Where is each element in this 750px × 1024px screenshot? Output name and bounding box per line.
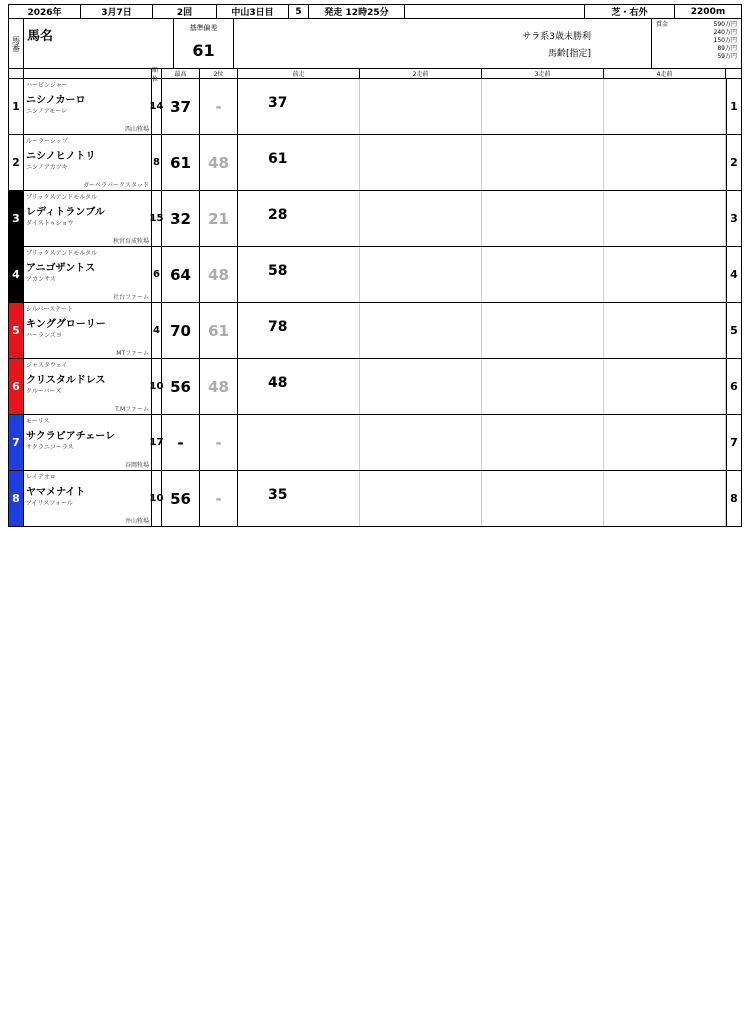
umaban-right: 7	[726, 415, 741, 470]
horse-name[interactable]: アニゴザントス	[26, 263, 96, 274]
top-index: 61	[162, 135, 200, 190]
race-class: サラ系3歳未勝利	[522, 31, 591, 42]
past-race-3[interactable]	[482, 471, 604, 526]
prize-label: 賞金	[656, 21, 669, 28]
past-race-1[interactable]	[238, 79, 360, 134]
waku-number: 4	[9, 247, 24, 302]
second-index: -	[200, 471, 238, 526]
sire-name: モーリス	[26, 418, 50, 425]
past-race-2[interactable]	[360, 79, 482, 134]
dam-name: ダイストゥショウ	[26, 220, 74, 227]
column-header	[8, 66, 742, 83]
past-race-2[interactable]	[360, 247, 482, 302]
umaban-right: 4	[726, 247, 741, 302]
second-index: 48	[200, 247, 238, 302]
table-row[interactable]	[8, 79, 742, 135]
owner-name: T.Mファーム	[115, 406, 149, 413]
sire-name: ジャスタウェイ	[26, 362, 68, 369]
table-row[interactable]	[8, 247, 742, 303]
owner-name: 秋宮育成牧場	[112, 238, 149, 245]
past-race-4[interactable]	[604, 415, 726, 470]
past-race-1[interactable]	[238, 247, 360, 302]
owner-name: 井山牧場	[124, 518, 149, 525]
past-race-4[interactable]	[604, 191, 726, 246]
past-race-4[interactable]	[604, 79, 726, 134]
horse-name[interactable]: ヤマメナイト	[26, 487, 86, 498]
horse-name[interactable]: ニシノヒノトリ	[26, 151, 96, 162]
col-4back: 4走前	[604, 69, 726, 78]
distance: 2200m	[690, 6, 726, 17]
umaban-label: 馬番	[9, 19, 24, 68]
second-index: 48	[200, 135, 238, 190]
last-index: 58	[268, 263, 288, 279]
umaban-right: 3	[726, 191, 741, 246]
horse-info	[24, 303, 152, 358]
sire-name: ルーラーシップ	[26, 138, 68, 145]
rank-value: 6	[152, 247, 162, 302]
legend-header	[8, 19, 742, 69]
dam-name: ニシノアモーレ	[26, 108, 68, 115]
base-label: 基準偏差	[189, 24, 218, 32]
past-race-4[interactable]	[604, 135, 726, 190]
col-last: 前走	[238, 69, 360, 78]
last-index: 37	[268, 95, 288, 111]
horse-name[interactable]: サクラピアチェーレ	[26, 431, 116, 442]
top-index: 64	[162, 247, 200, 302]
dam-name: アカンサス	[26, 276, 56, 283]
base-value: 61	[192, 41, 215, 60]
past-race-3[interactable]	[482, 303, 604, 358]
past-race-4[interactable]	[604, 471, 726, 526]
past-race-3[interactable]	[482, 359, 604, 414]
past-race-3[interactable]	[482, 247, 604, 302]
rank-value: 10	[152, 359, 162, 414]
horse-name[interactable]: クリスタルドレス	[26, 375, 106, 386]
past-race-2[interactable]	[360, 359, 482, 414]
prize-1: 590万円	[713, 21, 737, 28]
dam-name: クルーバーズ	[26, 388, 62, 395]
umaban-right: 6	[726, 359, 741, 414]
rank-value: 10	[152, 471, 162, 526]
horse-info	[24, 191, 152, 246]
umaban-right: 5	[726, 303, 741, 358]
rank-value: 8	[152, 135, 162, 190]
owner-name: ガーベラパークスタッド	[83, 182, 149, 189]
rank-value: 14	[152, 79, 162, 134]
past-race-1[interactable]	[238, 303, 360, 358]
prize-5: 59万円	[717, 53, 737, 60]
horse-info	[24, 79, 152, 134]
owner-name: 谷岡牧場	[124, 462, 149, 469]
past-race-1[interactable]	[238, 359, 360, 414]
top-index: 56	[162, 471, 200, 526]
last-index: 61	[268, 151, 288, 167]
horse-list	[8, 79, 742, 527]
past-race-2[interactable]	[360, 303, 482, 358]
past-race-3[interactable]	[482, 191, 604, 246]
past-race-4[interactable]	[604, 247, 726, 302]
owner-name: MTファーム	[116, 350, 149, 357]
horse-info	[24, 415, 152, 470]
col-2back: 2走前	[360, 69, 482, 78]
name-legend	[24, 19, 174, 68]
surface: 芝・右外	[585, 5, 675, 18]
round: 2回	[153, 5, 217, 18]
past-race-4[interactable]	[604, 303, 726, 358]
venue: 中山3日目	[217, 5, 289, 18]
past-race-3[interactable]	[482, 79, 604, 134]
col-3back: 3走前	[482, 69, 604, 78]
sire-name: ブリックスアンドモルタル	[26, 194, 97, 201]
table-row[interactable]	[8, 191, 742, 247]
umaban-right: 8	[726, 471, 741, 526]
race-condition	[234, 19, 651, 68]
waku-number: 7	[9, 415, 24, 470]
past-race-1[interactable]	[238, 471, 360, 526]
name-title: 馬名	[27, 29, 54, 44]
second-index: 61	[200, 303, 238, 358]
dam-name: ハーランズヨ	[26, 332, 62, 339]
last-index: 78	[268, 319, 288, 335]
second-index: -	[200, 79, 238, 134]
race-cond: 馬齢[指定]	[547, 48, 591, 59]
table-row[interactable]	[8, 471, 742, 527]
horse-name[interactable]: キンググローリー	[26, 319, 106, 330]
past-race-2[interactable]	[360, 191, 482, 246]
post-time: 発走 12時25分	[309, 5, 405, 18]
sire-name: ブリックスアンドモルタル	[26, 250, 97, 257]
prize-3: 150万円	[713, 37, 737, 44]
past-race-2[interactable]	[360, 135, 482, 190]
waku-number: 3	[9, 191, 24, 246]
umaban-right: 2	[726, 135, 741, 190]
dam-name: ニシノアカツキ	[26, 164, 68, 171]
past-race-2[interactable]	[360, 471, 482, 526]
top-index: 32	[162, 191, 200, 246]
horse-name[interactable]: レディトランブル	[26, 207, 105, 218]
col-second: 2位	[200, 69, 238, 78]
owner-name: 社台ファーム	[113, 294, 149, 301]
horse-info	[24, 471, 152, 526]
waku-number: 8	[9, 471, 24, 526]
race-number: 5	[289, 5, 309, 18]
prize-table	[651, 19, 741, 68]
prize-4: 89万円	[717, 45, 737, 52]
past-race-1[interactable]	[238, 191, 360, 246]
past-race-3[interactable]	[482, 135, 604, 190]
past-race-1[interactable]	[238, 135, 360, 190]
top-index: -	[162, 415, 200, 470]
waku-number: 5	[9, 303, 24, 358]
horse-info	[24, 359, 152, 414]
horse-info	[24, 247, 152, 302]
waku-number: 6	[9, 359, 24, 414]
sire-name: レイデオロ	[26, 474, 56, 481]
past-race-3[interactable]	[482, 415, 604, 470]
second-index: 21	[200, 191, 238, 246]
table-row[interactable]	[8, 415, 742, 471]
table-row[interactable]	[8, 359, 742, 415]
second-index: 48	[200, 359, 238, 414]
race-header-bar	[8, 4, 742, 19]
table-row[interactable]	[8, 135, 742, 191]
waku-number: 2	[9, 135, 24, 190]
past-race-4[interactable]	[604, 359, 726, 414]
col-rank: 順位	[152, 69, 162, 78]
rank-value: 4	[152, 303, 162, 358]
horse-name[interactable]: ニシノカーロ	[26, 95, 86, 106]
last-index: 35	[268, 487, 288, 503]
top-index: 70	[162, 303, 200, 358]
race-sheet	[8, 4, 742, 527]
second-index: -	[200, 415, 238, 470]
rank-value: 17	[152, 415, 162, 470]
last-index: 48	[268, 375, 288, 391]
waku-number: 1	[9, 79, 24, 134]
col-top: 最高	[162, 69, 200, 78]
horse-info	[24, 135, 152, 190]
owner-name: 西山牧場	[124, 126, 149, 133]
sire-name: シルバーステート	[26, 306, 74, 313]
top-index: 37	[162, 79, 200, 134]
base-std	[174, 19, 234, 68]
dam-name: サクラニコーラス	[26, 444, 74, 451]
prize-2: 240万円	[713, 29, 737, 36]
past-race-1[interactable]	[238, 415, 360, 470]
past-race-2[interactable]	[360, 415, 482, 470]
year: 2026年	[9, 5, 81, 18]
last-index: 28	[268, 207, 288, 223]
rank-value: 15	[152, 191, 162, 246]
date: 3月7日	[81, 5, 153, 18]
table-row[interactable]	[8, 303, 742, 359]
top-index: 56	[162, 359, 200, 414]
sire-name: ハービンジャー	[26, 82, 68, 89]
dam-name: アイリスフォール	[26, 500, 73, 507]
umaban-right: 1	[726, 79, 741, 134]
